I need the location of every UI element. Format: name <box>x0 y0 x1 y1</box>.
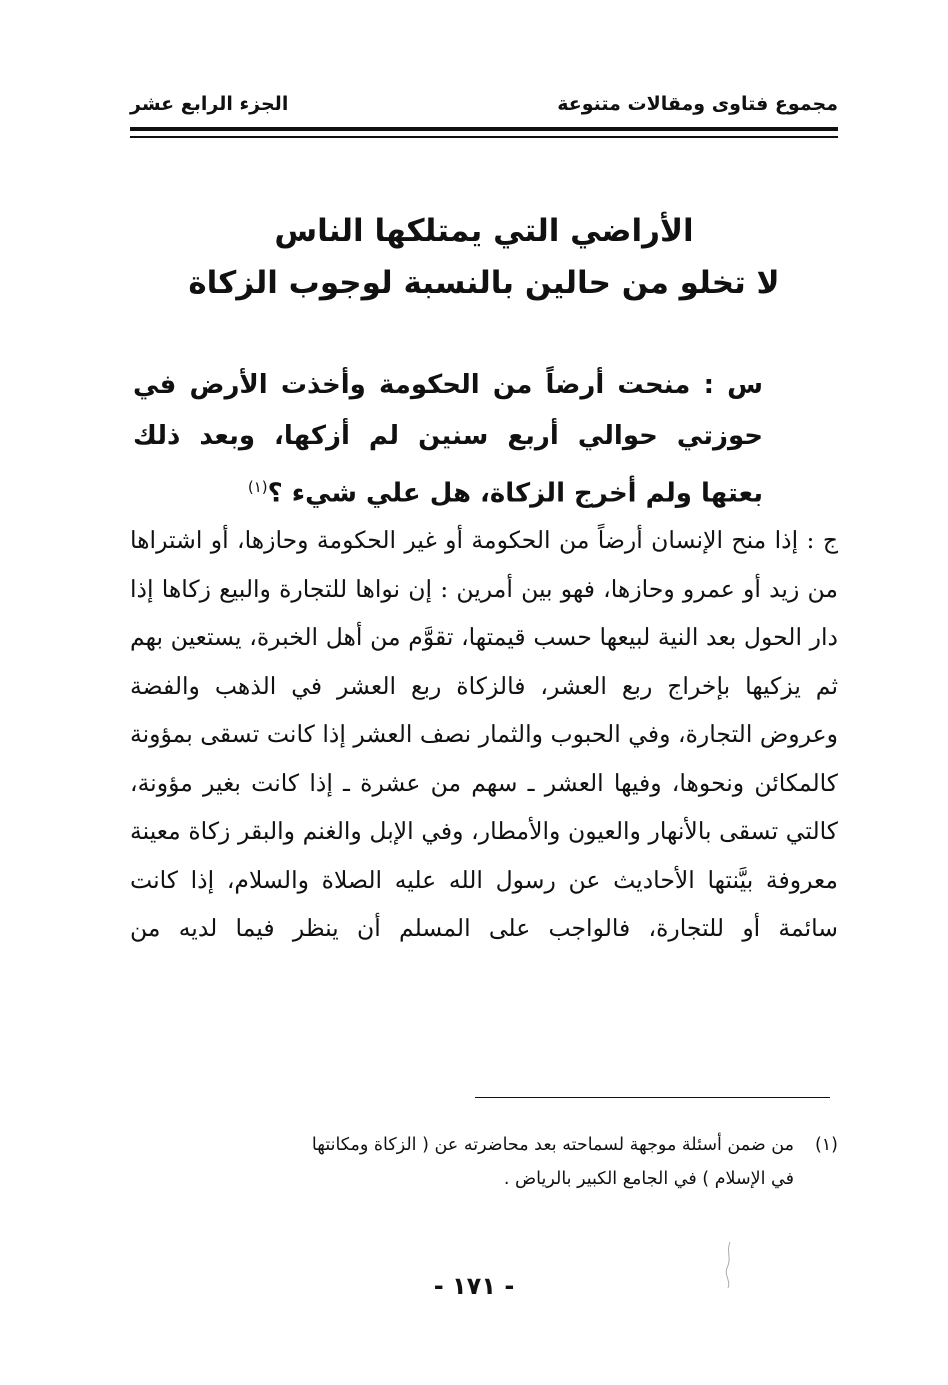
title-line-2: لا تخلو من حالين بالنسبة لوجوب الزكاة <box>188 265 780 301</box>
footnote-text-1: من ضمن أسئلة موجهة لسماحته بعد محاضرته عن ( الزكاة ومكانتها <box>311 1135 794 1155</box>
footnote-divider <box>475 1097 830 1098</box>
book-title: مجموع فتاوى ومقالات متنوعة <box>557 93 838 115</box>
question-text: س : منحت أرضاً من الحكومة وأخذت الأرض في حوزتي حوالي أربع سنين لم أزكها، وبعد ذلك بعتها ولم أخرج الزكاة، هل علي شيء ؟ <box>133 370 763 509</box>
running-header <box>130 93 838 123</box>
article-title <box>130 205 838 309</box>
answer-paragraph <box>130 516 838 953</box>
header-rule-thin <box>130 136 838 138</box>
footnote-number: (١) <box>814 1135 838 1155</box>
answer-text: ج : إذا منح الإنسان أرضاً من الحكومة أو غير الحكومة وحازها، أو اشتراها من زيد أو عمرو وحازها، فهو بين أمرين : إن نواها للتجارة والبيع زكاها إذا دار الحول بعد النية لبيعها حسب قيمتها، تقوَّم من أهل الخبرة، يستعين بهم ثم يزكيها بإخراج ربع العشر، فالزكاة ربع العشر في الذهب والفضة وعروض التجارة، وفي الحبوب والثمار نصف العشر إذا كانت تسقى بمؤونة كالمكائن ونحوها، وفيها العشر ـ سهم من عشرة ـ إذا كانت بغير مؤونة، كالتي تسقى بالأنهار والعيون والأمطار، وفي الإبل والغنم والبقر زكاة معينة معروفة بيَّنتها الأحاديث عن رسول الله عليه الصلاة والسلام، إذا كانت سائمة أو للتجارة، فالواجب على المسلم أن ينظر فيما لديه من <box>130 526 838 942</box>
footnote-line-1 <box>130 1128 838 1162</box>
footnote-line-2: في الإسلام ) في الجامع الكبير بالرياض . <box>503 1169 794 1189</box>
header-rule <box>130 127 838 131</box>
footnote-marker: (١) <box>247 478 268 496</box>
volume-label: الجزء الرابع عشر <box>130 93 289 115</box>
footnote <box>130 1128 838 1196</box>
title-line-1: الأراضي التي يمتلكها الناس <box>274 213 694 249</box>
page-number: - ١٧١ - <box>433 1272 515 1300</box>
question-paragraph <box>133 360 763 520</box>
